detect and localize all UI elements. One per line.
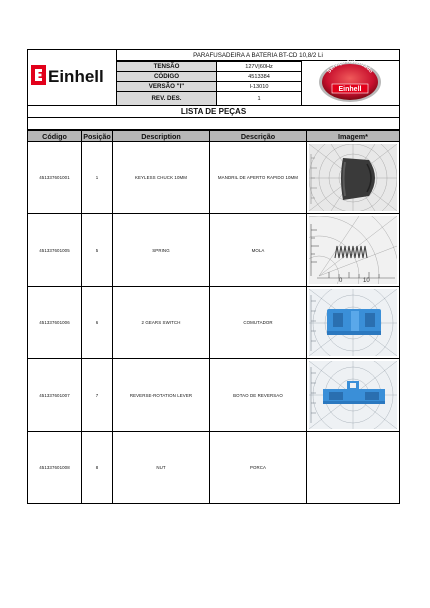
switch-image	[309, 289, 397, 356]
value-versao: I-13010	[216, 81, 302, 92]
row5-description: NUT	[112, 431, 210, 504]
ruler-mark-0: 0	[339, 278, 343, 284]
label-tensao: TENSÃO	[116, 61, 217, 72]
list-title: LISTA DE PEÇAS	[27, 105, 400, 118]
row3-code: 451337601006	[27, 286, 82, 359]
row3-position: 6	[81, 286, 113, 359]
value-codigo: 4513384	[216, 71, 302, 82]
row1-image-cell	[306, 141, 400, 214]
row5-descricao: PORCA	[209, 431, 307, 504]
product-title: PARAFUSADEIRA A BATERIA BT-CD 10,8/2 Li	[116, 49, 400, 61]
chuck-image	[309, 144, 397, 211]
authorized-service-seal	[317, 60, 383, 104]
value-tensao: 127V|60Hz	[216, 61, 302, 72]
list-spacer	[27, 117, 400, 130]
row5-image-cell	[306, 431, 400, 504]
col-head-imagem: Imagem*	[306, 130, 400, 142]
row4-descricao: BOTAO DE REVERSAO	[209, 358, 307, 432]
row4-image-cell	[306, 358, 400, 432]
ruler-mark-10: 10	[363, 278, 370, 284]
label-versao: VERSÃO "I"	[116, 81, 217, 92]
row1-code: 451337601001	[27, 141, 82, 214]
label-codigo: CÓDIGO	[116, 71, 217, 82]
row4-code: 451337601007	[27, 358, 82, 432]
col-head-posicao: Posição	[81, 130, 113, 142]
lever-image	[309, 361, 397, 429]
row3-description: 2 GEARS SWITCH	[112, 286, 210, 359]
col-head-codigo: Código	[27, 130, 82, 142]
einhell-logo	[31, 64, 115, 86]
row2-description: SPRING	[112, 213, 210, 287]
row4-position: 7	[81, 358, 113, 432]
row3-image-cell	[306, 286, 400, 359]
label-rev-des: REV. DES.	[116, 91, 217, 106]
row5-position: 8	[81, 431, 113, 504]
row1-position: 1	[81, 141, 113, 214]
row4-description: REVERSE-ROTATION LEVER	[112, 358, 210, 432]
logo-text: Einhell	[48, 67, 104, 86]
row1-descricao: MANDRIL DE APERTO RAPIDO 10MM	[209, 141, 307, 214]
col-head-description: Description	[112, 130, 210, 142]
col-head-descricao: Descrição	[209, 130, 307, 142]
row3-descricao: COMUTADOR	[209, 286, 307, 359]
spring-image	[309, 216, 397, 284]
row1-description: KEYLESS CHUCK 10MM	[112, 141, 210, 214]
row2-position: 5	[81, 213, 113, 287]
seal-brand-text: Einhell	[338, 86, 362, 93]
value-rev-des: 1	[216, 91, 302, 106]
seal-text: Serviço Autorizado	[326, 60, 374, 75]
row2-code: 451337601005	[27, 213, 82, 287]
row2-descricao: MOLA	[209, 213, 307, 287]
row5-code: 451337601008	[27, 431, 82, 504]
row2-image-cell	[306, 213, 400, 287]
